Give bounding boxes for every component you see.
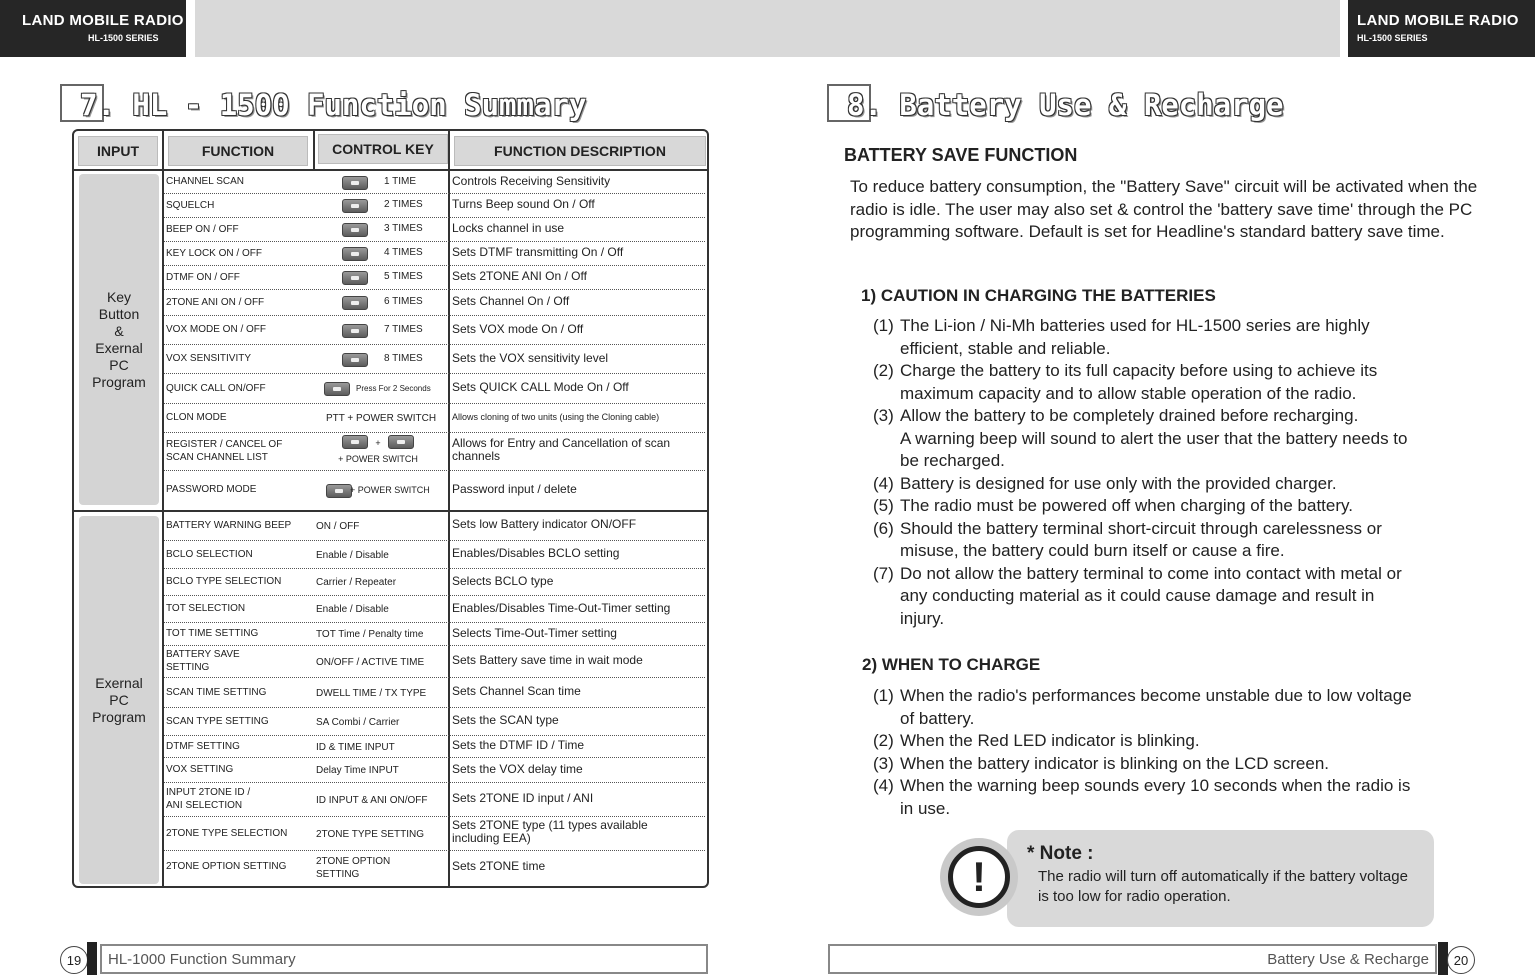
function-cell: BCLO TYPE SELECTION [166,576,282,587]
function-cell: BEEP ON / OFF [166,223,239,235]
table-row [164,851,705,884]
control-key-icon [342,353,368,367]
table-row [164,404,705,433]
description-cell: Sets the SCAN type [452,713,559,727]
control-key-icon [342,271,368,285]
list-item-text: Charge the battery to its full capacity before using to achieve its maximum capacity and to allow stable operation of the radio. [900,361,1378,403]
control-key-icon [342,247,368,261]
table-row [164,218,705,242]
table-row [164,736,705,758]
control-key-label: 7 TIMES [384,323,423,335]
caution-list [873,315,1483,630]
table-row [164,345,705,374]
control-key-icon [342,176,368,190]
control-key-label: PTT + POWER SWITCH [325,413,437,424]
footer-label-text: HL-1000 Function Summary [108,950,296,968]
control-key-label: Delay Time INPUT [316,765,399,776]
table-row [164,316,705,345]
function-cell: BCLO SELECTION [166,548,253,560]
description-cell: Allows for Entry and Cancellation of scan channels [452,436,671,463]
control-key-label: 8 TIMES [384,352,423,364]
footer-label-left [100,944,708,974]
list-item-text: When the Red LED indicator is blinking. [900,731,1200,750]
footer-label-text: Battery Use & Recharge [1267,950,1429,968]
list-item-number: (6) [873,518,894,538]
table-row [164,758,705,783]
function-cell: BATTERY WARNING BEEP [166,519,292,531]
table-row [164,511,705,541]
table-row [164,541,705,569]
list-item-number: (7) [873,563,894,583]
list-item-number: (4) [873,776,894,795]
description-cell: Allows cloning of two units (using the Cloning cable) [452,411,660,422]
description-cell: Sets 2TONE time [452,858,546,873]
description-cell: Enables/Disables Time-Out-Timer setting [452,600,671,615]
function-cell: BATTERY SAVE SETTING [166,649,240,673]
control-key-label: ID & TIME INPUT [316,741,395,753]
function-cell: SCAN TIME SETTING [166,686,267,698]
list-item [873,685,1483,730]
control-key-label: SA Combi / Carrier [316,716,400,728]
function-cell: 2TONE TYPE SELECTION [166,827,288,839]
when-to-charge-heading: 2) WHEN TO CHARGE [862,655,1041,674]
description-cell: Sets Channel On / Off [452,294,570,308]
list-item-text: The radio must be powered off when charging of the battery. [900,496,1353,515]
description-cell: Sets the DTMF ID / Time [452,738,585,752]
control-key-label: 6 TIMES [384,296,423,307]
list-item-number: (4) [873,473,894,493]
header-brand-right [1348,0,1535,57]
control-key-icon [324,382,350,396]
function-cell: DTMF SETTING [166,740,240,752]
description-cell: Sets the VOX sensitivity level [452,350,609,365]
list-item-number: (2) [873,731,894,750]
function-cell: 2TONE ANI ON / OFF [166,296,265,308]
control-key-label: ON/OFF / ACTIVE TIME [316,656,425,668]
list-item-text: When the battery indicator is blinking on the LCD screen. [900,753,1330,773]
function-cell: VOX SETTING [166,764,234,775]
description-cell: Sets QUICK CALL Mode On / Off [452,380,629,394]
function-cell: QUICK CALL ON/OFF [166,382,266,394]
brand-series: HL-1500 SERIES [88,33,159,43]
list-item [873,495,1483,518]
note-text: The radio will turn off automatically if the battery voltage is too low for radio operation. [1038,868,1408,905]
note-title: * Note : [1027,843,1094,864]
control-key-label: 2 TIMES [384,199,423,210]
control-key-label: 4 TIMES [384,247,423,258]
table-row [164,678,705,708]
table-row [164,374,705,404]
list-item [873,315,1483,360]
function-cell: CHANNEL SCAN [166,176,244,187]
description-cell: Sets Battery save time in wait mode [452,653,643,667]
table-row [164,242,705,266]
function-cell: SCAN TYPE SETTING [166,715,269,727]
list-item-text: When the warning beep sounds every 10 seconds when the radio is in use. [900,776,1411,818]
function-cell: 2TONE OPTION SETTING [166,861,287,872]
function-cell: REGISTER / CANCEL OF SCAN CHANNEL LIST [166,439,283,463]
list-item [873,775,1483,820]
list-item [873,473,1483,496]
list-item-number: (2) [873,361,894,380]
control-key-label: 2TONE TYPE SETTING [316,828,424,840]
list-item [873,730,1483,753]
control-key-icon [342,296,368,310]
section-title-function-summary [60,84,587,124]
control-key-label: DWELL TIME / TX TYPE [316,687,427,699]
description-cell: Enables/Disables BCLO setting [452,546,620,560]
table-row [164,471,705,510]
description-cell: Password input / delete [452,481,577,496]
function-cell: TOT TIME SETTING [166,628,259,639]
control-key-label: ID INPUT & ANI ON/OFF [316,794,428,806]
table-row [164,708,705,736]
description-cell: Controls Receiving Sensitivity [452,173,611,188]
list-item-number: (5) [873,496,894,515]
description-cell: Sets VOX mode On / Off [452,321,584,336]
table-row [164,623,705,646]
battery-save-heading: BATTERY SAVE FUNCTION [844,145,1078,165]
table-row [164,266,705,290]
function-cell: VOX MODE ON / OFF [166,324,267,335]
description-cell: Sets 2TONE ANI On / Off [452,269,587,283]
list-item-number: (3) [873,753,894,773]
exclamation-icon: ! [972,853,986,900]
function-cell: CLON MODE [166,412,227,423]
list-item-text: When the radio's performances become unstable due to low voltage of battery. [900,686,1412,728]
table-row [164,569,705,596]
brand-title: LAND MOBILE RADIO [1357,12,1519,29]
footer-block [87,942,97,975]
section-title-text: 7. HL - 1500 Function Summary [80,88,587,122]
control-key-label: 2TONE OPTION SETTING [316,855,391,880]
list-item-text: The Li-ion / Ni-Mh batteries used for HL-1500 series are highly efficient, stable and reliable. [900,316,1370,358]
column-divider [313,131,315,170]
footer-label-right [828,944,1437,974]
control-key-icon [342,324,368,338]
list-item-text: Do not allow the battery terminal to come into contact with metal or any conducting material as it could cause damage and result in injury. [900,563,1402,628]
caution-heading: 1) CAUTION IN CHARGING THE BATTERIES [861,286,1216,305]
description-cell: Locks channel in use [452,221,565,235]
control-key-icon [326,484,352,498]
description-cell: Sets Channel Scan time [452,684,581,698]
function-cell: PASSWORD MODE [166,484,257,495]
control-key-label: Press For 2 Seconds [356,384,431,393]
table-row [164,433,705,471]
list-item-number: (1) [873,316,894,335]
section-title-battery [827,84,1284,124]
list-item-text: Allow the battery to be completely drained before recharging. A warning beep will sound to alert the user that the battery needs to be recharged. [900,406,1408,470]
list-item [873,753,1483,776]
list-item-text: Battery is designed for use only with the provided charger. [900,473,1337,493]
list-item-number: (1) [873,686,894,705]
table-row [164,194,705,218]
when-to-charge-list [873,685,1483,820]
table-row [164,817,705,851]
brand-series: HL-1500 SERIES [1357,33,1428,43]
page-number-right: 20 [1447,946,1475,974]
header-input: INPUT [78,136,158,166]
table-row [164,783,705,817]
function-summary-table [72,129,709,888]
header-brand-left [0,0,186,57]
function-cell: SQUELCH [166,199,215,211]
control-key-icon [342,199,368,213]
list-item [873,360,1483,405]
description-cell: Selects Time-Out-Timer setting [452,625,617,640]
warning-icon [948,846,1010,908]
function-cell: TOT SELECTION [166,603,246,614]
group-label-external-pc: Exernal PC Program [79,516,159,884]
description-cell: Sets low Battery indicator ON/OFF [452,517,637,531]
description-cell: Sets DTMF transmitting On / Off [452,245,624,259]
control-key-label: 3 TIMES [384,223,423,234]
list-item-number: (3) [873,406,894,425]
list-item [873,518,1483,563]
description-cell: Turns Beep sound On / Off [452,197,595,211]
function-cell: VOX SENSITIVITY [166,353,252,364]
description-cell: Sets the VOX delay time [452,761,583,776]
control-key-label: 1 TIME [384,175,417,187]
list-item [873,563,1483,631]
header-function-description: FUNCTION DESCRIPTION [454,136,706,166]
table-row [164,646,705,678]
control-key-label: Enable / Disable [316,549,389,561]
control-key-label: TOT Time / Penalty time [316,629,424,640]
description-cell: Selects BCLO type [452,573,554,588]
battery-save-intro: To reduce battery consumption, the "Battery Save" circuit will be activated when the radio is idle. The user may also set & control the 'battery save time' through the PC programming software. Default is set for Headline's standard battery save time. [850,177,1478,241]
list-item [873,405,1483,473]
control-key-label: ON / OFF [316,520,360,532]
group-label-key-button: Key Button & Exernal PC Program [79,174,159,505]
list-item-text: Should the battery terminal short-circuit through carelessness or misuse, the battery could burn itself or cause a fire. [900,518,1382,560]
page-number-left: 19 [60,946,88,974]
table-row [164,171,705,194]
control-key-label: + + POWER SWITCH [338,438,418,464]
function-cell: DTMF ON / OFF [166,271,240,283]
description-cell: Sets 2TONE ID input / ANI [452,791,594,805]
table-row [164,290,705,316]
table-row [164,596,705,623]
header-control-key: CONTROL KEY [318,134,448,164]
header-bar [195,0,1340,57]
control-key-label: Carrier / Repeater [316,577,397,588]
brand-title: LAND MOBILE RADIO [22,12,184,29]
control-key-label: 5 TIMES [384,271,423,282]
control-key-icon [342,223,368,237]
control-key-label: Enable / Disable [316,604,389,615]
header-function: FUNCTION [168,136,308,166]
control-key-label: + POWER SWITCH [350,484,430,495]
function-cell: INPUT 2TONE ID / ANI SELECTION [166,787,251,811]
section-title-text: 8. Battery Use & Recharge [847,88,1284,122]
description-cell: Sets 2TONE type (11 types available including EEA) [452,818,648,845]
function-cell: KEY LOCK ON / OFF [166,247,262,259]
